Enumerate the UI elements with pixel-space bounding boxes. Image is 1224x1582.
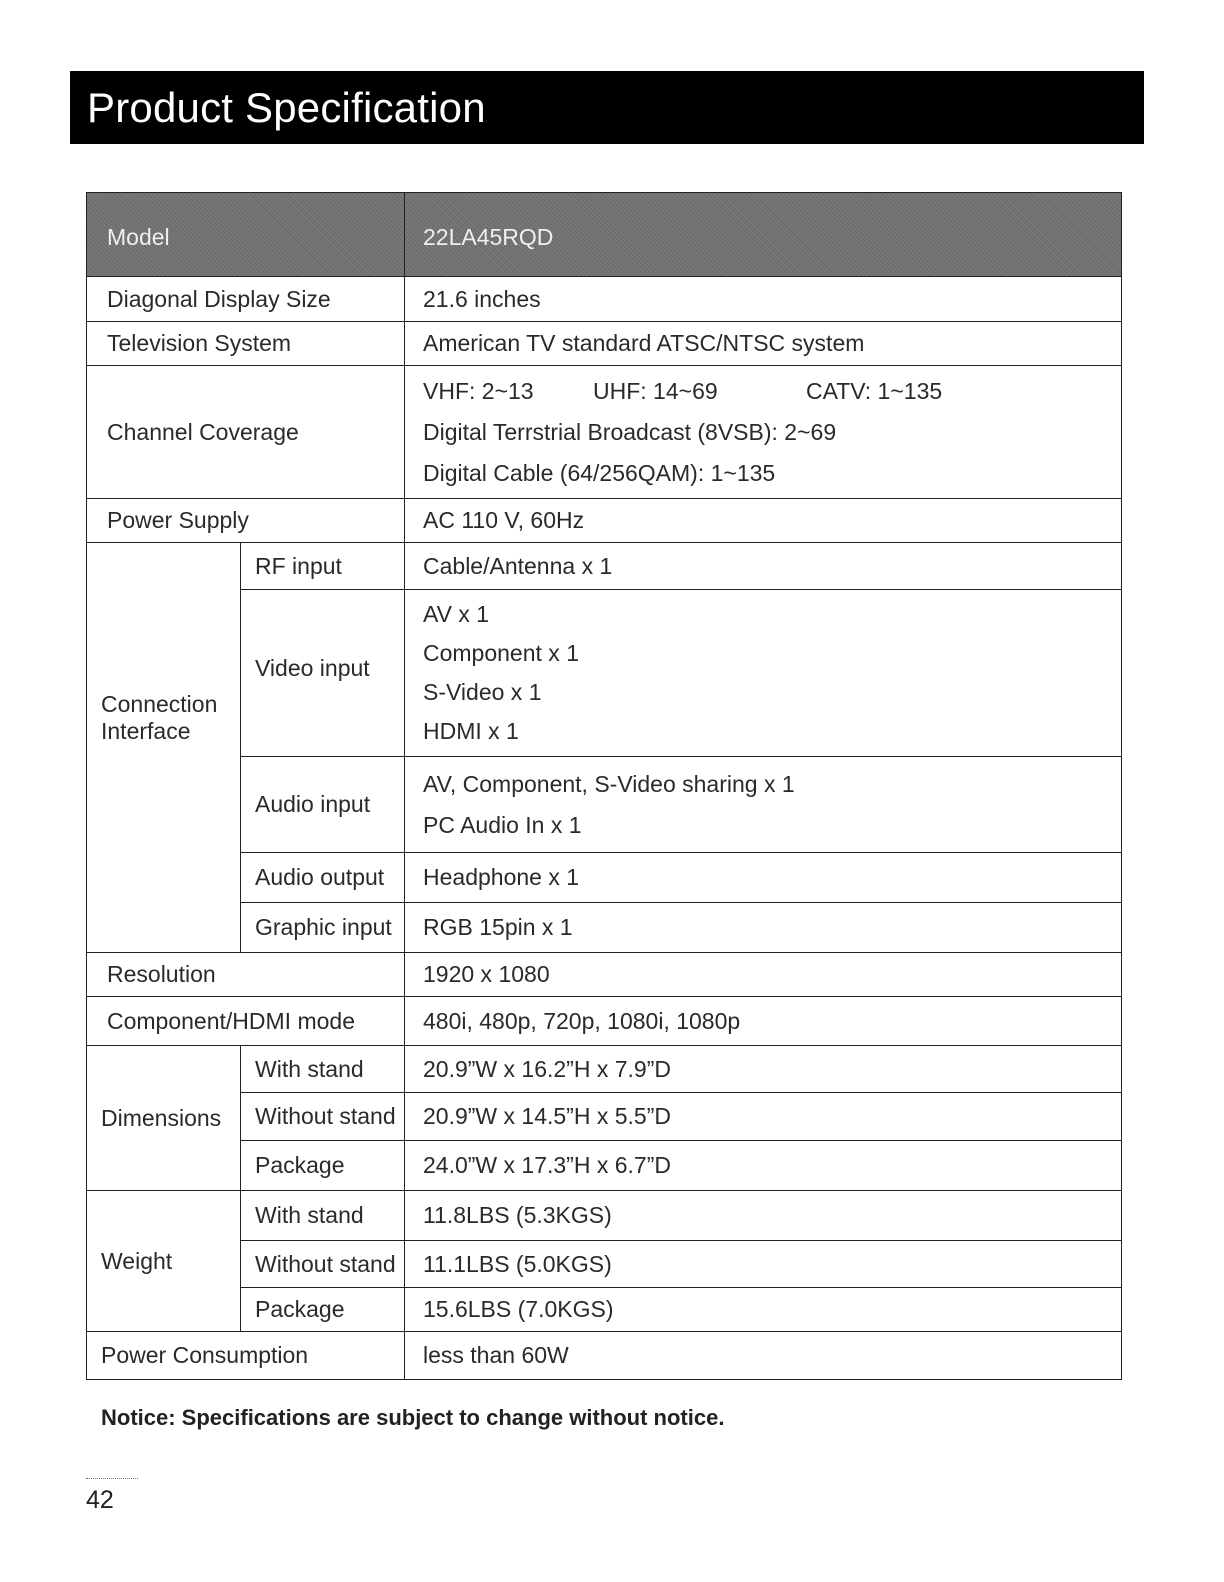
row-value: Cable/Antenna x 1 [405, 543, 1122, 590]
table-row [87, 853, 1122, 903]
row-value: 21.6 inches [405, 277, 1122, 322]
sub-label: Package [241, 1141, 405, 1191]
row-label: Channel Coverage [87, 366, 405, 499]
sub-label: Audio input [241, 757, 405, 853]
sub-label: RF input [241, 543, 405, 590]
table-row [87, 903, 1122, 953]
row-value: American TV standard ATSC/NTSC system [405, 322, 1122, 366]
spec-table [86, 192, 1122, 1380]
row-value: less than 60W [405, 1332, 1122, 1380]
row-label: Resolution [87, 953, 405, 997]
row-label: Power Supply [87, 499, 405, 543]
catv-range: CATV: 1~135 [806, 377, 943, 404]
video-input-values: AV x 1 Component x 1 S-Video x 1 HDMI x 1 [405, 590, 1122, 757]
row-value: RGB 15pin x 1 [405, 903, 1122, 953]
digital-cable-range: Digital Cable (64/256QAM): 1~135 [423, 459, 776, 486]
table-row [87, 953, 1122, 997]
channel-analog-line [423, 371, 1121, 412]
row-label: Diagonal Display Size [87, 277, 405, 322]
table-row [87, 1288, 1122, 1332]
header-label: Model [87, 193, 405, 277]
table-row [87, 543, 1122, 590]
table-row [87, 1241, 1122, 1288]
row-value: 20.9”W x 16.2”H x 7.9”D [405, 1046, 1122, 1093]
footer-rule [86, 1478, 138, 1479]
row-value: 20.9”W x 14.5”H x 5.5”D [405, 1093, 1122, 1141]
table-header-row [87, 193, 1122, 277]
table-row [87, 1332, 1122, 1380]
table-row [87, 499, 1122, 543]
table-row [87, 590, 1122, 757]
connection-interface-label: Connection Interface [87, 543, 241, 953]
table-row [87, 277, 1122, 322]
sub-label: With stand [241, 1046, 405, 1093]
table-row [87, 997, 1122, 1046]
row-label: Component/HDMI mode [87, 997, 405, 1046]
header-model-value: 22LA45RQD [405, 193, 1122, 277]
row-value: 1920 x 1080 [405, 953, 1122, 997]
page-title-bar [70, 71, 1144, 144]
table-row [87, 1141, 1122, 1191]
sub-label: With stand [241, 1191, 405, 1241]
dimensions-label: Dimensions [87, 1046, 241, 1191]
table-row [87, 322, 1122, 366]
table-row [87, 757, 1122, 853]
table-row [87, 1093, 1122, 1141]
digital-terrestrial-range: Digital Terrstrial Broadcast (8VSB): 2~69 [423, 418, 837, 445]
sub-label: Graphic input [241, 903, 405, 953]
vhf-range: VHF: 2~13 [423, 377, 534, 404]
sub-label: Without stand [241, 1241, 405, 1288]
weight-label: Weight [87, 1191, 241, 1332]
row-value: Headphone x 1 [405, 853, 1122, 903]
row-value: 24.0”W x 17.3”H x 6.7”D [405, 1141, 1122, 1191]
row-label: Television System [87, 322, 405, 366]
sub-label: Audio output [241, 853, 405, 903]
row-value: 11.8LBS (5.3KGS) [405, 1191, 1122, 1241]
table-row [87, 1046, 1122, 1093]
sub-label: Without stand [241, 1093, 405, 1141]
channel-values [405, 366, 1122, 499]
uhf-range: UHF: 14~69 [593, 377, 718, 404]
notice-text: Notice: Specifications are subject to change without notice. [101, 1405, 725, 1430]
table-row [87, 1191, 1122, 1241]
audio-input-values: AV, Component, S-Video sharing x 1 PC Audio In x 1 [405, 757, 1122, 853]
page-title: Product Specification [87, 84, 486, 131]
row-label: Power Consumption [87, 1332, 405, 1380]
sub-label: Package [241, 1288, 405, 1332]
row-value: AC 110 V, 60Hz [405, 499, 1122, 543]
page-number: 42 [86, 1486, 114, 1514]
row-value: 480i, 480p, 720p, 1080i, 1080p [405, 997, 1122, 1046]
row-value: 15.6LBS (7.0KGS) [405, 1288, 1122, 1332]
row-value: 11.1LBS (5.0KGS) [405, 1241, 1122, 1288]
table-row [87, 366, 1122, 499]
sub-label: Video input [241, 590, 405, 757]
